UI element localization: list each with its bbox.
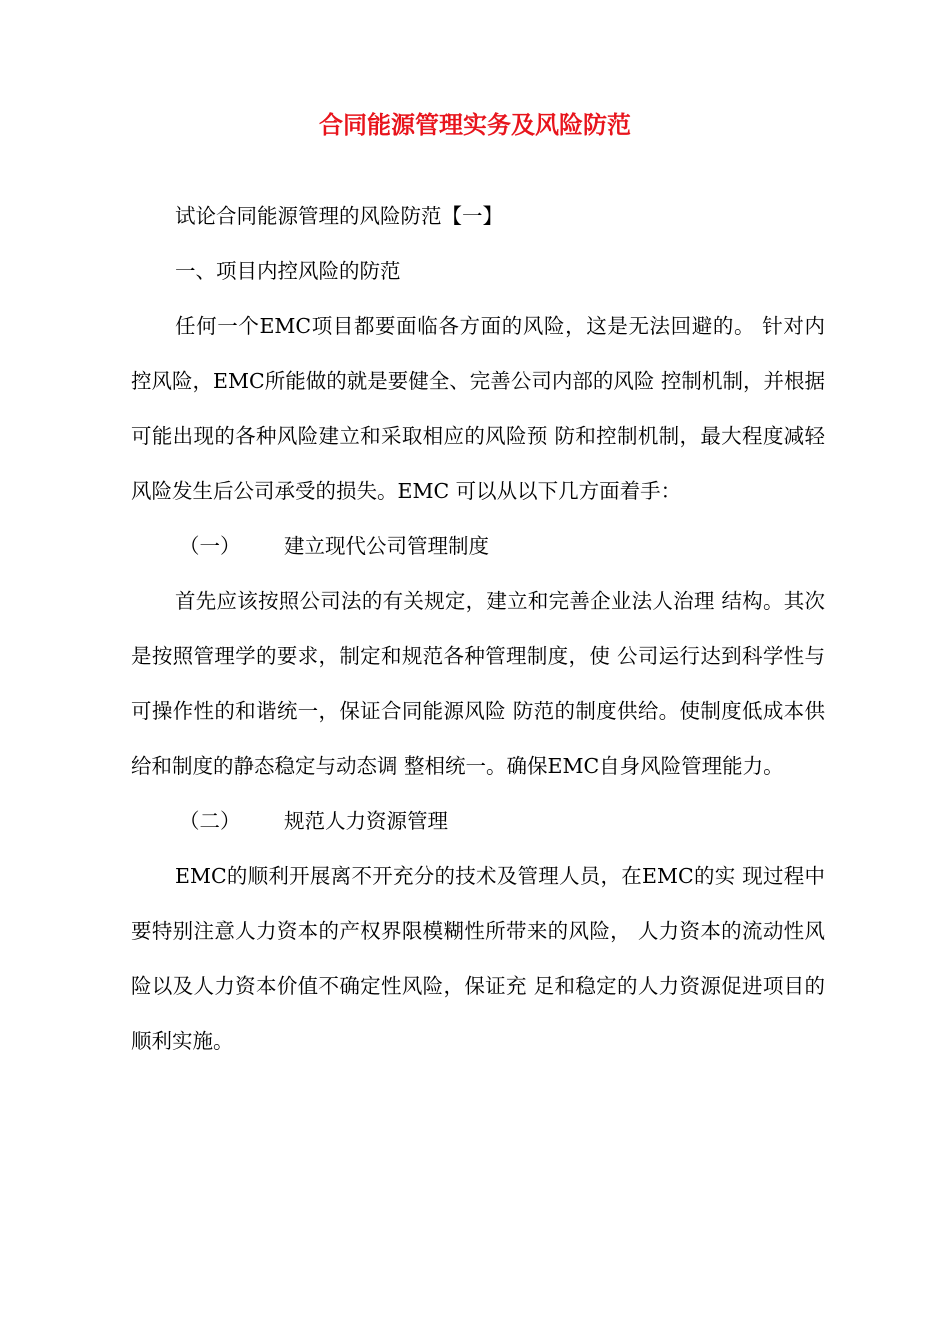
- sub-heading-1: [131, 519, 825, 574]
- document-body: [131, 189, 825, 1069]
- paragraph: 任何一个EMC项目都要面临各方面的风险，这是无法回避的。 针对内控风险，EMC所能做的就是要健全、完善公司内部的风险 控制机制，并根据可能出现的各种风险建立和采取相应的风险预 防和控制机制，最大程度减轻风险发生后公司承受的损失。EMC 可以从以下几方面着手：: [131, 314, 825, 503]
- paragraph: EMC的顺利开展离不开充分的技术及管理人员，在EMC的实 现过程中要特别注意人力资本的产权界限模糊性所带来的风险， 人力资本的流动性风险以及人力资本价值不确定性风险，保证充 足和稳定的人力资源促进项目的顺利实施。: [131, 864, 825, 1053]
- sub-heading-title: 规范人力资源管理: [284, 809, 448, 833]
- sub-heading-number: （一）: [179, 534, 241, 558]
- sub-heading-2: [131, 794, 825, 849]
- paragraph: 首先应该按照公司法的有关规定，建立和完善企业法人治理 结构。其次是按照管理学的要求，制定和规范各种管理制度，使 公司运行达到科学性与可操作性的和谐统一，保证合同能源风险 防范的制度供给。使制度低成本供给和制度的静态稳定与动态调 整相统一。确保EMC自身风险管理能力。: [131, 589, 825, 778]
- document-title: 合同能源管理实务及风险防范: [319, 111, 631, 139]
- sub-heading-number: （二）: [179, 809, 241, 833]
- section-heading: 试论合同能源管理的风险防范【一】: [175, 204, 503, 228]
- part-heading: 一、项目内控风险的防范: [175, 259, 401, 283]
- sub-heading-title: 建立现代公司管理制度: [284, 534, 489, 558]
